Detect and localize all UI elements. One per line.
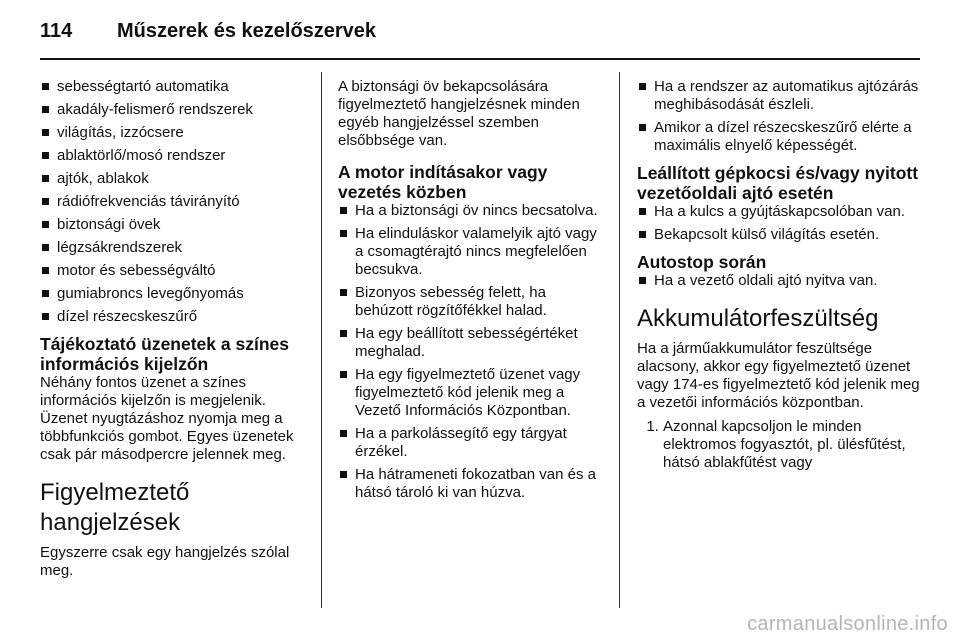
list-item: Ha egy figyelmeztető üzenet vagy figyelmeztető kód jelenik meg a Vezető Információs Központban. [338, 366, 606, 420]
section-title: Akkumulátorfeszültség [637, 305, 879, 332]
list-item: Ha a rendszer az automatikus ajtózárás meghibásodását észleli. [637, 78, 921, 114]
list-item: Ha egy beállított sebességértéket meghalad. [338, 325, 606, 361]
column-2 [338, 78, 606, 507]
list-item: dízel részecskeszűrő [40, 308, 308, 326]
list-item: biztonsági övek [40, 216, 308, 234]
warning-list [637, 203, 921, 244]
list-item: Ha hátrameneti fokozatban van és a hátsó tároló ki van húzva. [338, 466, 606, 502]
list-item: Ha a vezető oldali ajtó nyitva van. [637, 272, 921, 290]
list-item: világítás, izzócsere [40, 124, 308, 142]
list-item: rádiófrekvenciás távirányító [40, 193, 308, 211]
page-header [40, 14, 920, 60]
list-item: sebességtartó automatika [40, 78, 308, 96]
step-item: 1. Azonnal kapcsoljon le minden elektromos fogyasztót, pl. ülésfűtést, hátsó ablakfűtést vagy [663, 418, 921, 472]
header-divider [40, 58, 920, 60]
list-item: Amikor a dízel részecskeszűrő elérte a maximális elnyelő képességét. [637, 119, 921, 155]
section-heading: Autostop során [637, 252, 767, 272]
page-title: Műszerek és kezelőszervek [117, 20, 377, 42]
column-3 [637, 78, 921, 477]
paragraph: Ha a járműakkumulátor feszültsége alacsony, akkor egy figyelmeztető üzenet vagy 174-es figyelmeztető kód jelenik meg a vezetői információs központban. [637, 340, 920, 411]
column-1 [40, 78, 308, 586]
column-divider-2 [619, 72, 620, 608]
list-item: ablaktörlő/mosó rendszer [40, 147, 308, 165]
list-item: Bekapcsolt külső világítás esetén. [637, 226, 921, 244]
list-item: légzsákrendszerek [40, 239, 308, 257]
warning-list [637, 78, 921, 155]
list-item: ajtók, ablakok [40, 170, 308, 188]
paragraph: Néhány fontos üzenet a színes információs kijelzőn is megjelenik. Üzenet nyugtázáshoz nyomja meg a többfunkciós gombot. Egyes üzenetek csak pár másodpercre jelennek meg. [40, 374, 294, 463]
section-heading: A motor indításakor vagy vezetés közben [338, 162, 548, 202]
section-heading: Tájékoztató üzenetek a színes információs kijelzőn [40, 334, 289, 374]
system-list [40, 78, 308, 326]
warning-list [637, 272, 921, 290]
list-item: Ha elinduláskor valamelyik ajtó vagy a csomagtérajtó nincs megfelelően becsukva. [338, 225, 606, 279]
paragraph: A biztonsági öv bekapcsolására figyelmeztető hangjelzésnek minden egyéb hangjelzéssel szemben elsőbbsége van. [338, 78, 580, 149]
list-item: motor és sebességváltó [40, 262, 308, 280]
list-item: Ha a kulcs a gyújtáskapcsolóban van. [637, 203, 921, 221]
steps-list [637, 418, 921, 472]
watermark: carmanualsonline.info [747, 613, 948, 635]
section-title: Figyelmeztető hangjelzések [40, 479, 190, 536]
list-item: Ha a biztonsági öv nincs becsatolva. [338, 202, 606, 220]
section-heading: Leállított gépkocsi és/vagy nyitott vezetőoldali ajtó esetén [637, 163, 919, 203]
list-item: Bizonyos sebesség felett, ha behúzott rögzítőfékkel halad. [338, 284, 606, 320]
list-item: Ha a parkolássegítő egy tárgyat érzékel. [338, 425, 606, 461]
warning-list [338, 202, 606, 502]
page-number: 114 [40, 20, 73, 42]
list-item: akadály-felismerő rendszerek [40, 101, 308, 119]
column-divider-1 [321, 72, 322, 608]
paragraph: Egyszerre csak egy hangjelzés szólal meg. [40, 544, 290, 579]
list-item: gumiabroncs levegőnyomás [40, 285, 308, 303]
